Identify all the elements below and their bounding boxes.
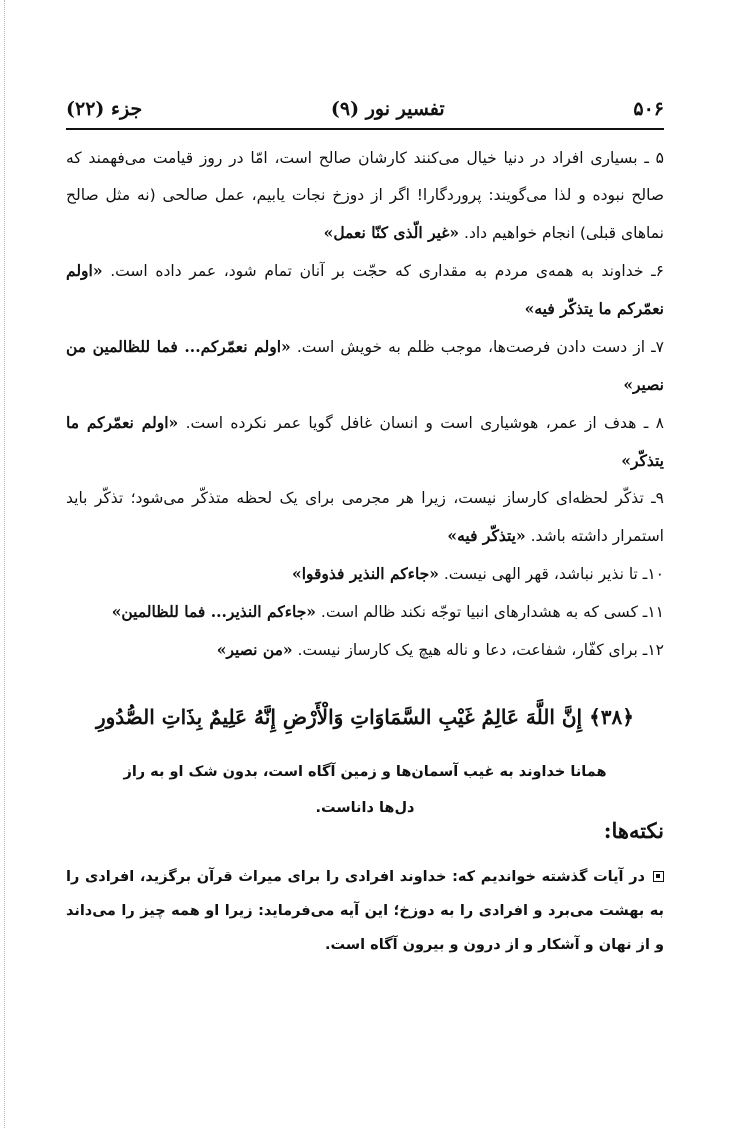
lesson-text: ۱۰ـ تا نذیر نباشد، قهر الهی نیست. [443, 565, 664, 583]
lesson-text: ۱۲ـ برای کفّار، شفاعت، دعا و ناله هیچ یک کارساز نیست. [297, 641, 664, 659]
quran-quote: «اولم نعمّرکم ما یتذکّر فیه» [66, 261, 664, 318]
verse-translation: همانا خداوند به غیب آسمان‌ها و زمین آگاه است، بدون شک او به راز دل‌ها داناست. [123, 764, 607, 816]
quran-quote: «جاءکم النذیر فذوقوا» [292, 564, 439, 583]
quran-quote: «اولم نعمّرکم ما یتذکّر» [66, 413, 664, 470]
lesson-item [66, 480, 664, 555]
page-number: ۵۰۶ [633, 98, 664, 120]
quran-quote: «غیر الّذی کنّا نعمل» [323, 223, 460, 242]
lesson-text: ۷ـ از دست دادن فرصت‌ها، موجب ظلم به خویش است. [296, 338, 664, 356]
header-rule [66, 128, 664, 130]
lesson-text: ۱۱ـ کسی که به هشدارهای انبیا توجّه نکند ظالم است. [320, 603, 664, 621]
quran-quote: «یتذکّر فیه» [447, 526, 526, 545]
book-title: تفسیر نور (۹) [330, 98, 445, 120]
lesson-text: ۹ـ تذکّر لحظه‌ای کارساز نیست، زیرا هر مجرمی برای یک لحظه متذکّر می‌شود؛ تذکّر باید استمرار داشته باشد. [66, 489, 664, 545]
page-edge-border [4, 0, 5, 1128]
part-label: جزء (۲۲) [66, 98, 143, 120]
lesson-text: ۸ ـ هدف از عمر، هوشیاری است و انسان غافل گویا عمر نکرده است. [185, 414, 664, 432]
quran-verse: ﴿۳۸﴾ إِنَّ اللَّهَ عَالِمُ غَيْبِ السَّمَاوَاتِ وَالْأَرْضِ إِنَّهُ عَلِيمٌ بِذَاتِ الصُّدُورِ [95, 705, 634, 729]
lesson-item [66, 631, 664, 669]
page-header [66, 92, 664, 126]
lesson-item [66, 140, 664, 252]
lesson-text: ۵ ـ بسیاری افراد در دنیا خیال می‌کنند کارشان صالح است، امّا در روز قیامت می‌فهمند که صالح نبوده و لذا می‌گویند: پروردگارا! اگر از دوزخ نجات یابیم، عمل صالحی (نه مثل صالح نماهای قبلی) انجام خواهیم داد. [66, 149, 664, 242]
lesson-item [66, 593, 664, 631]
quran-quote: «من نصیر» [216, 640, 293, 659]
square-bullet-icon [653, 871, 664, 882]
lesson-item [66, 328, 664, 404]
lesson-item [66, 252, 664, 328]
notes-paragraph: در آیات گذشته خواندیم که: خداوند افرادی را برای میراث قرآن برگزید، افرادی را به بهشت می‌برد و افرادی را به دوزخ؛ این آیه می‌فرماید: زیرا او همه چیز را می‌داند و از نهان و آشکار و از درون و بیرون آگاه است. [66, 869, 664, 953]
lesson-item [66, 555, 664, 593]
lesson-text: ۶ـ خداوند به همه‌ی مردم به مقداری که حجّت بر آنان تمام شود، عمر داده است. [110, 262, 664, 280]
quran-quote: «اولم نعمّرکم... فما للظالمین من نصیر» [66, 337, 664, 394]
lessons-list [66, 140, 664, 669]
notes-paragraph-block [66, 860, 664, 962]
lesson-item [66, 404, 664, 480]
notes-heading: نکته‌ها: [603, 818, 664, 843]
quran-quote: «جاءکم النذیر... فما للظالمین» [111, 602, 316, 621]
